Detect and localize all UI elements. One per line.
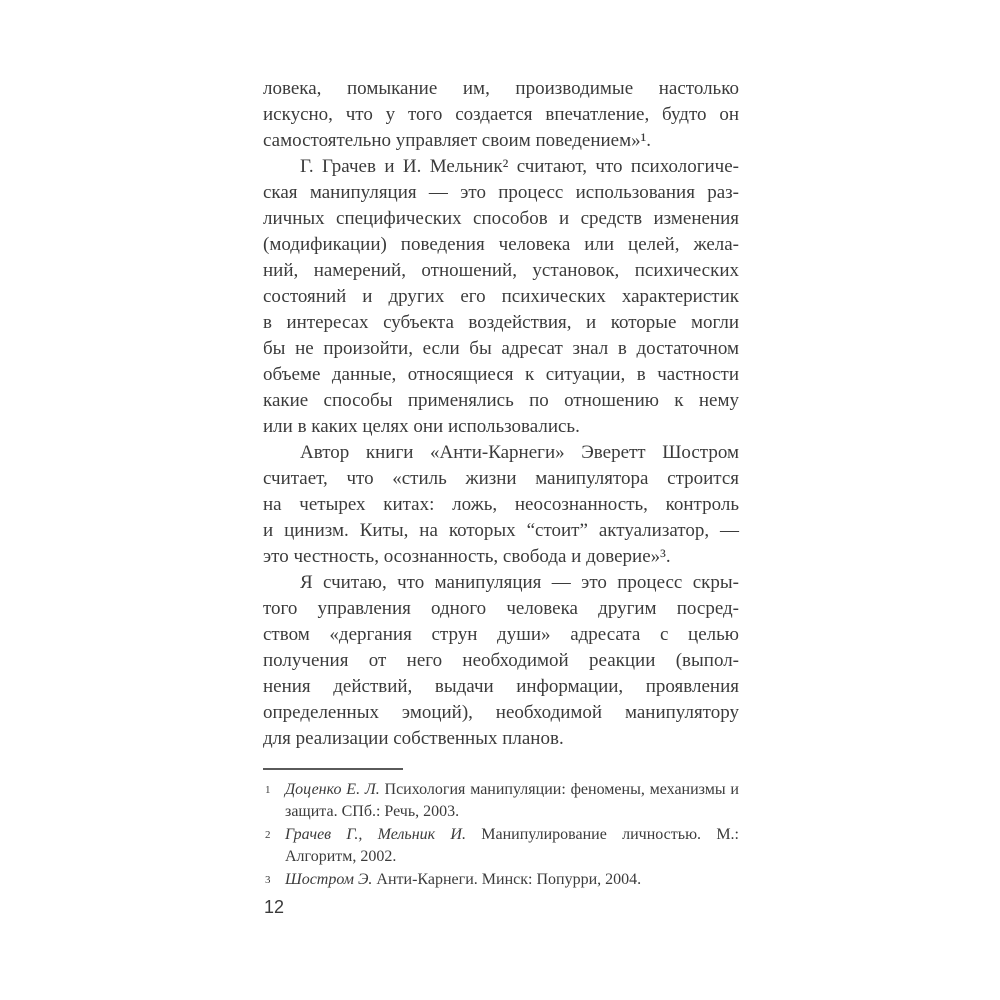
footnote-author: Доценко Е. Л. [285, 781, 380, 798]
footnotes [263, 779, 739, 892]
text-line: искусно, что у того создается впечатление, будто он [263, 104, 739, 125]
paragraph [263, 154, 739, 440]
text-line: ством «дергания струн души» адресата с целью [263, 624, 739, 645]
text-line: состояний и других его психических характеристик [263, 286, 739, 307]
text-line: того управления одного человека другим посред- [263, 598, 739, 619]
text-line: (модификации) поведения человека или целей, жела- [263, 234, 739, 255]
text-line: нения действий, выдачи информации, проявления [263, 676, 739, 697]
footnote-separator [263, 768, 403, 770]
text-line: Г. Грачев и И. Мельник² считают, что психологиче- [300, 156, 739, 177]
text-line: для реализации собственных планов. [263, 728, 564, 749]
text-line: в интересах субъекта воздействия, и которые могли [263, 312, 739, 333]
text-line: объеме данные, относящиеся к ситуации, в частности [263, 364, 739, 385]
footnote-marker: 3 [265, 874, 271, 886]
text-line: личных специфических способов и средств изменения [263, 208, 739, 229]
text-line: ний, намерений, отношений, установок, психических [263, 260, 739, 281]
text-line: самостоятельно управляет своим поведением»¹. [263, 130, 652, 151]
footnote-1 [263, 779, 739, 823]
text-line: или в каких целях они использовались. [263, 416, 580, 437]
paragraph [263, 570, 739, 752]
text-line: и цинизм. Киты, на которых “стоит” актуализатор, — [263, 520, 739, 541]
footnote-author: Грачев Г., Мельник И. [285, 826, 466, 843]
text-line: Автор книги «Анти-Карнеги» Эверетт Шостром [300, 442, 739, 463]
text-line: ская манипуляция — это процесс использования раз- [263, 182, 739, 203]
text-line: определенных эмоций), необходимой манипулятору [263, 702, 739, 723]
text-line: Я считаю, что манипуляция — это процесс скры- [300, 572, 739, 593]
text-line: на четырех китах: ложь, неосознанность, контроль [263, 494, 739, 515]
paragraph [263, 76, 739, 154]
footnote-3 [263, 869, 739, 891]
footnote-text: Анти-Карнеги. Минск: Попурри, 2004. [372, 871, 642, 888]
text-line: бы не произойти, если бы адресат знал в достаточном [263, 338, 739, 359]
paragraph [263, 440, 739, 570]
text-line: ловека, помыкание им, производимые настолько [263, 78, 739, 99]
page-number: 12 [264, 897, 285, 917]
footnote-text: Психология манипуляции: феномены, механизмы и защита. СПб.: Речь, 2003. [285, 781, 739, 820]
footnote-text: Манипулирование личностью. М.: Алгоритм, 2002. [285, 826, 739, 865]
text-line: получения от него необходимой реакции (выпол- [263, 650, 739, 671]
text-line: какие способы применялись по отношению к нему [263, 390, 739, 411]
body-text [263, 76, 739, 752]
footnote-marker: 2 [265, 829, 271, 841]
footnote-marker: 1 [265, 784, 271, 796]
text-line: считает, что «стиль жизни манипулятора строится [263, 468, 739, 489]
text-line: это честность, осознанность, свобода и доверие»³. [263, 546, 671, 567]
footnote-2 [263, 824, 739, 868]
footnote-author: Шостром Э. [285, 871, 373, 888]
